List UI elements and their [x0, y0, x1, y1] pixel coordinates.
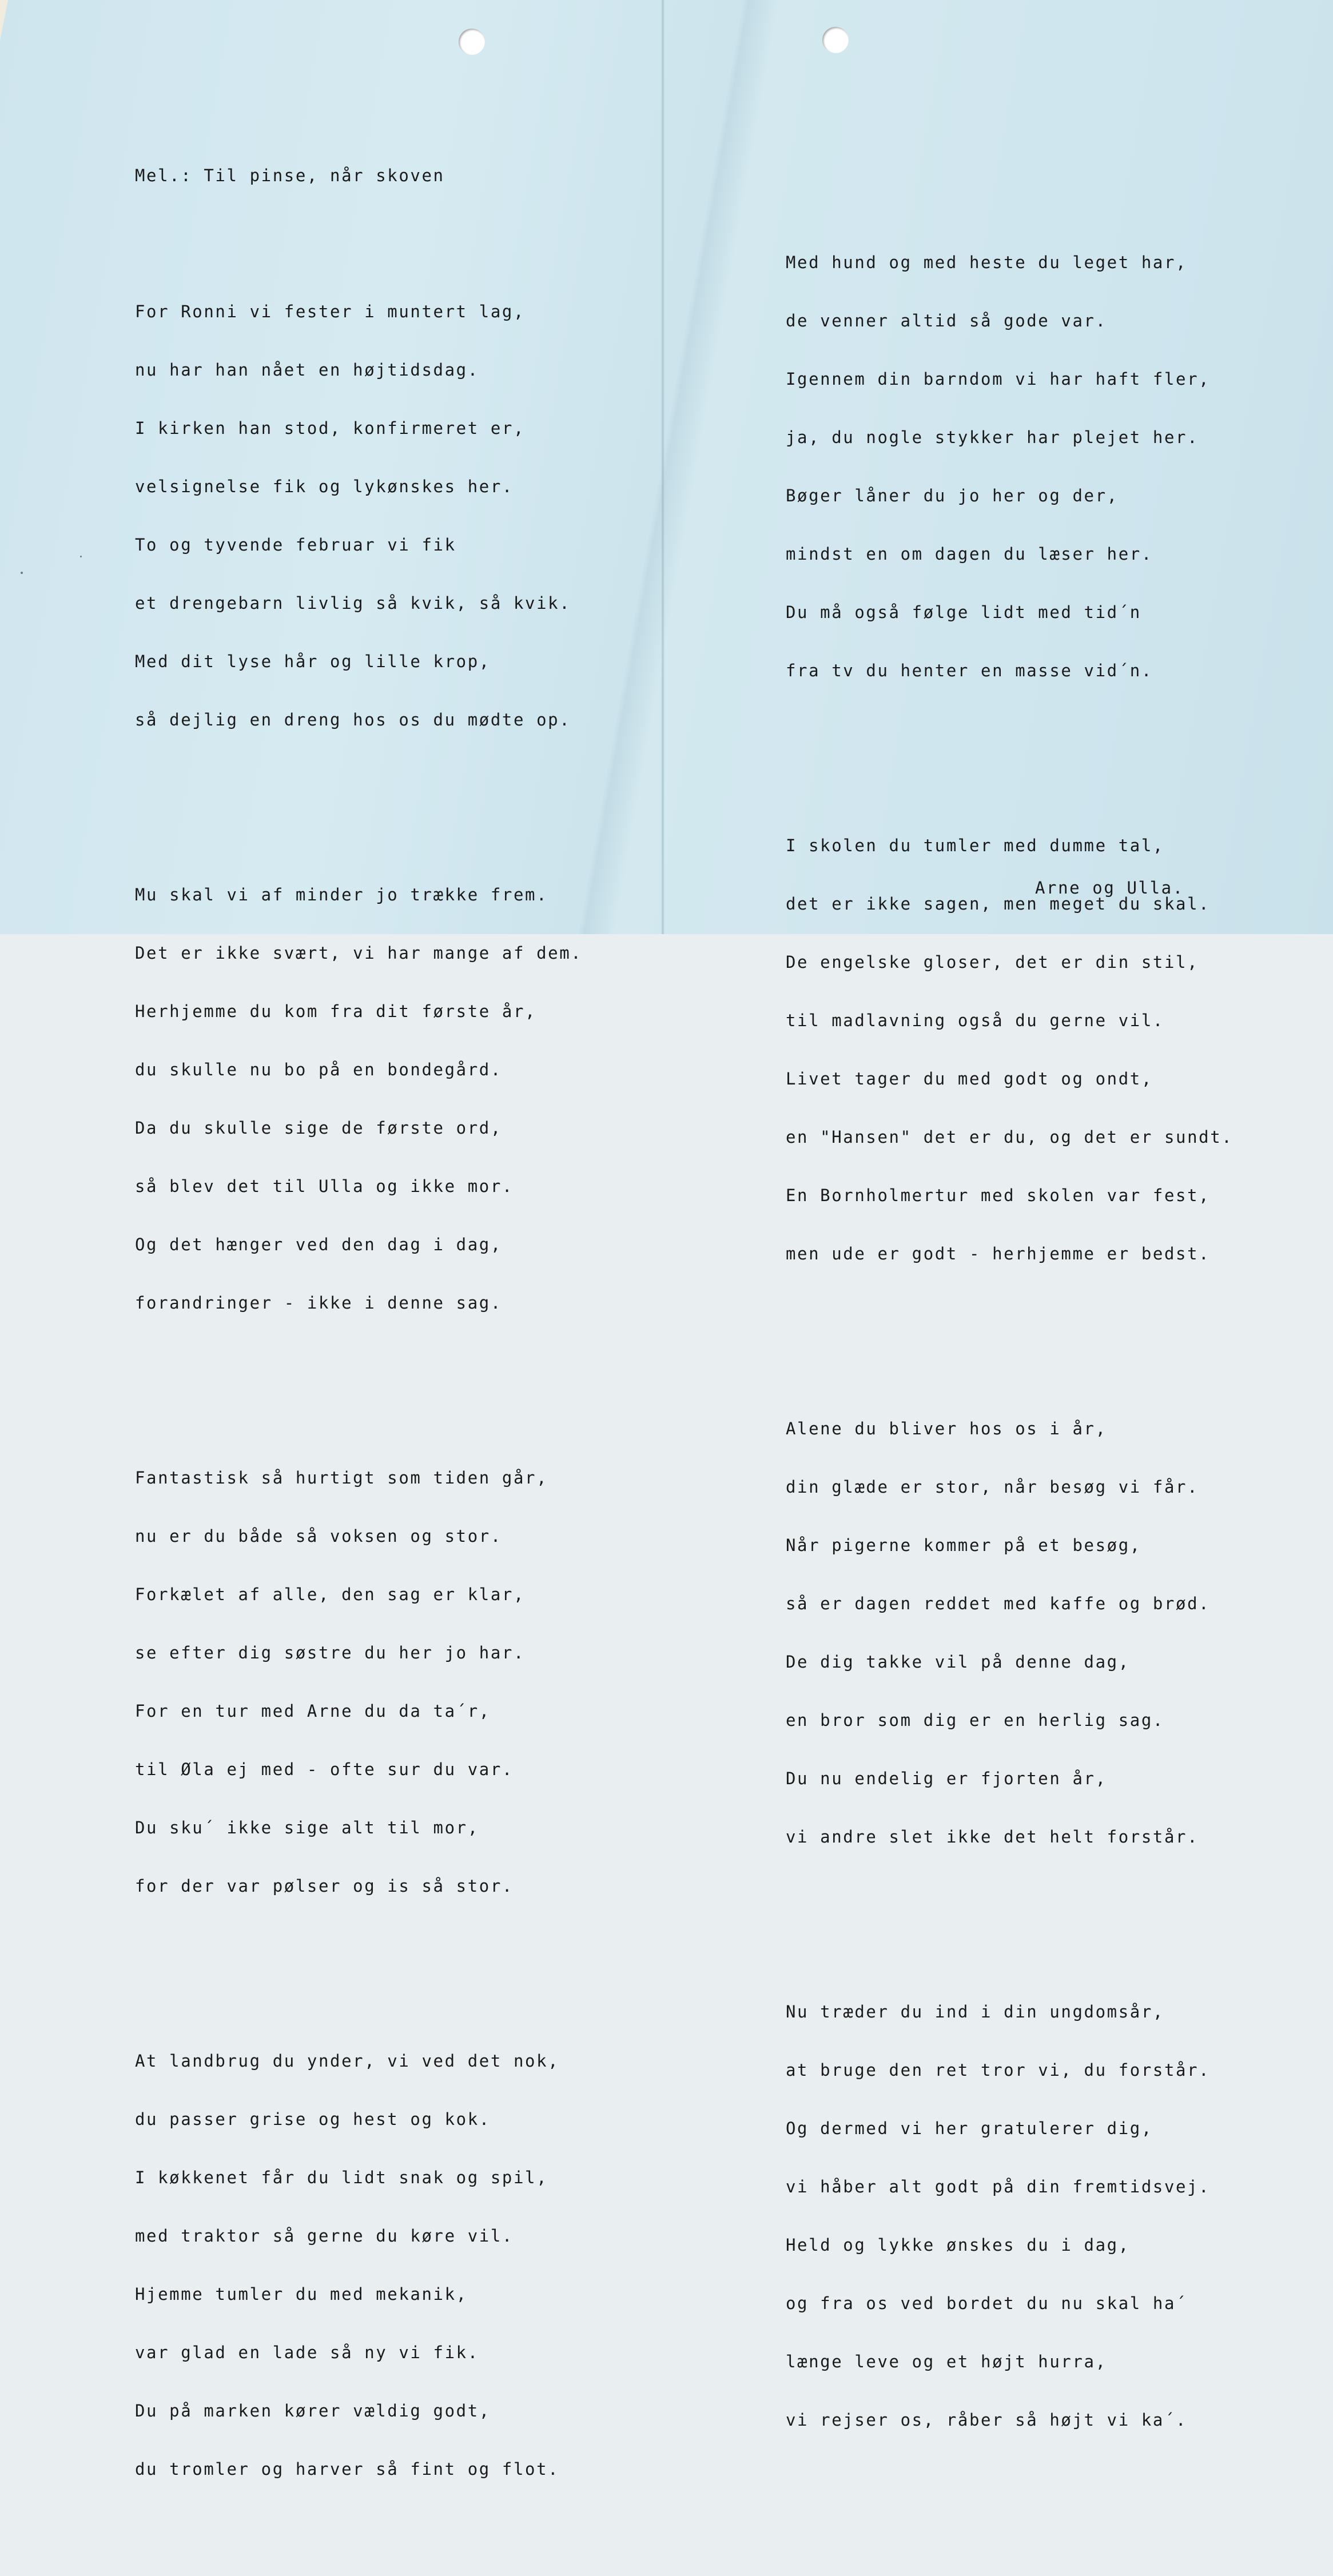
verse-line: for der var pølser og is så stor.	[135, 1876, 514, 1896]
verse-line: længe leve og et højt hurra,	[786, 2352, 1107, 2371]
verse-line: Held og lykke ønskes du i dag,	[786, 2235, 1130, 2255]
verse-line: Nu træder du ind i din ungdomsår,	[786, 2002, 1164, 2021]
paper-corner	[0, 0, 8, 40]
paper-speck	[21, 572, 23, 574]
punch-hole-right	[822, 27, 849, 53]
verse-line: så dejlig en dreng hos os du mødte op.	[135, 710, 571, 729]
stanza-7	[786, 1380, 1233, 1885]
left-page	[135, 127, 582, 2576]
stanza-1	[135, 263, 582, 768]
verse-line: Du sku´ ikke sige alt til mor,	[135, 1818, 479, 1837]
stanza-6	[786, 797, 1233, 1302]
verse-line: forandringer - ikke i denne sag.	[135, 1293, 502, 1313]
right-page	[786, 175, 1233, 2527]
verse-line: men ude er godt - herhjemme er bedst.	[786, 1244, 1211, 1263]
verse-line: Du på marken kører vældig godt,	[135, 2401, 491, 2421]
signature: Arne og Ulla.	[1035, 878, 1184, 898]
verse-line: Med dit lyse hår og lille krop,	[135, 652, 491, 671]
verse-line: du tromler og harver så fint og flot.	[135, 2459, 560, 2479]
verse-line: du passer grise og hest og kok.	[135, 2110, 491, 2129]
verse-line: Og dermed vi her gratulerer dig,	[786, 2119, 1153, 2138]
verse-line: De dig takke vil på denne dag,	[786, 1652, 1130, 1672]
verse-line: Når pigerne kommer på et besøg,	[786, 1536, 1141, 1555]
verse-line: Herhjemme du kom fra dit første år,	[135, 1002, 537, 1021]
verse-line: For en tur med Arne du da ta´r,	[135, 1701, 491, 1721]
verse-line: til Øla ej med - ofte sur du var.	[135, 1760, 514, 1779]
verse-line: du skulle nu bo på en bondegård.	[135, 1060, 502, 1079]
verse-line: Fantastisk så hurtigt som tiden går,	[135, 1468, 548, 1488]
verse-line: Du nu endelig er fjorten år,	[786, 1769, 1107, 1788]
verse-line: nu har han nået en højtidsdag.	[135, 360, 479, 380]
verse-line: til madlavning også du gerne vil.	[786, 1011, 1164, 1030]
verse-line: var glad en lade så ny vi fik.	[135, 2343, 479, 2362]
verse-line: I kirken han stod, konfirmeret er,	[135, 418, 526, 438]
paper-speck	[80, 556, 82, 557]
verse-line: Forkælet af alle, den sag er klar,	[135, 1585, 526, 1604]
verse-line: mindst en om dagen du læser her.	[786, 544, 1153, 564]
stanza-4	[135, 2012, 582, 2518]
stanza-5	[786, 214, 1233, 719]
verse-line: fra tv du henter en masse vid´n.	[786, 661, 1153, 680]
verse-line: I skolen du tumler med dumme tal,	[786, 836, 1164, 855]
verse-line: vi andre slet ikke det helt forstår.	[786, 1827, 1199, 1847]
stanza-3	[135, 1429, 582, 1935]
verse-line: Hjemme tumler du med mekanik,	[135, 2284, 468, 2304]
verse-line: At landbrug du ynder, vi ved det nok,	[135, 2051, 560, 2071]
center-fold	[661, 0, 664, 934]
verse-line: For Ronni vi fester i muntert lag,	[135, 302, 526, 321]
verse-line: Med hund og med heste du leget har,	[786, 253, 1188, 272]
verse-line: vi håber alt godt på din fremtidsvej.	[786, 2177, 1211, 2196]
verse-line: en "Hansen" det er du, og det er sundt.	[786, 1127, 1233, 1147]
verse-line: Det er ikke svært, vi har mange af dem.	[135, 943, 583, 963]
punch-hole-left	[459, 29, 485, 55]
verse-line: at bruge den ret tror vi, du forstår.	[786, 2060, 1211, 2080]
verse-line: I køkkenet får du lidt snak og spil,	[135, 2168, 548, 2187]
verse-line: velsignelse fik og lykønskes her.	[135, 477, 514, 496]
verse-line: din glæde er stor, når besøg vi får.	[786, 1477, 1199, 1497]
verse-line: det er ikke sagen, men meget du skal.	[786, 894, 1211, 914]
verse-line: To og tyvende februar vi fik	[135, 535, 456, 555]
verse-line: Mu skal vi af minder jo trække frem.	[135, 885, 548, 904]
verse-line: Du må også følge lidt med tid´n	[786, 603, 1141, 622]
verse-line: så er dagen reddet med kaffe og brød.	[786, 1594, 1211, 1613]
verse-line: og fra os ved bordet du nu skal ha´	[786, 2294, 1188, 2313]
verse-line: Livet tager du med godt og ondt,	[786, 1069, 1153, 1088]
verse-line: Alene du bliver hos os i år,	[786, 1419, 1107, 1438]
verse-line: ja, du nogle stykker har plejet her.	[786, 428, 1199, 447]
stanza-2	[135, 846, 582, 1351]
verse-line: et drengebarn livlig så kvik, så kvik.	[135, 593, 571, 613]
verse-line: en bror som dig er en herlig sag.	[786, 1710, 1164, 1730]
verse-line: de venner altid så gode var.	[786, 311, 1107, 330]
stanza-8	[786, 1963, 1233, 2469]
verse-line: De engelske gloser, det er din stil,	[786, 952, 1199, 972]
verse-line: nu er du både så voksen og stor.	[135, 1526, 502, 1546]
verse-line: Bøger låner du jo her og der,	[786, 486, 1119, 505]
verse-line: Og det hænger ved den dag i dag,	[135, 1235, 502, 1254]
verse-line: så blev det til Ulla og ikke mor.	[135, 1177, 514, 1196]
verse-line: Igennem din barndom vi har haft fler,	[786, 369, 1211, 389]
verse-line: En Bornholmertur med skolen var fest,	[786, 1186, 1211, 1205]
verse-line: Da du skulle sige de første ord,	[135, 1118, 502, 1138]
verse-line: vi rejser os, råber så højt vi ka´.	[786, 2410, 1188, 2430]
melody-line: Mel.: Til pinse, når skoven	[135, 166, 445, 185]
verse-line: med traktor så gerne du køre vil.	[135, 2226, 514, 2246]
verse-line: se efter dig søstre du her jo har.	[135, 1643, 526, 1662]
